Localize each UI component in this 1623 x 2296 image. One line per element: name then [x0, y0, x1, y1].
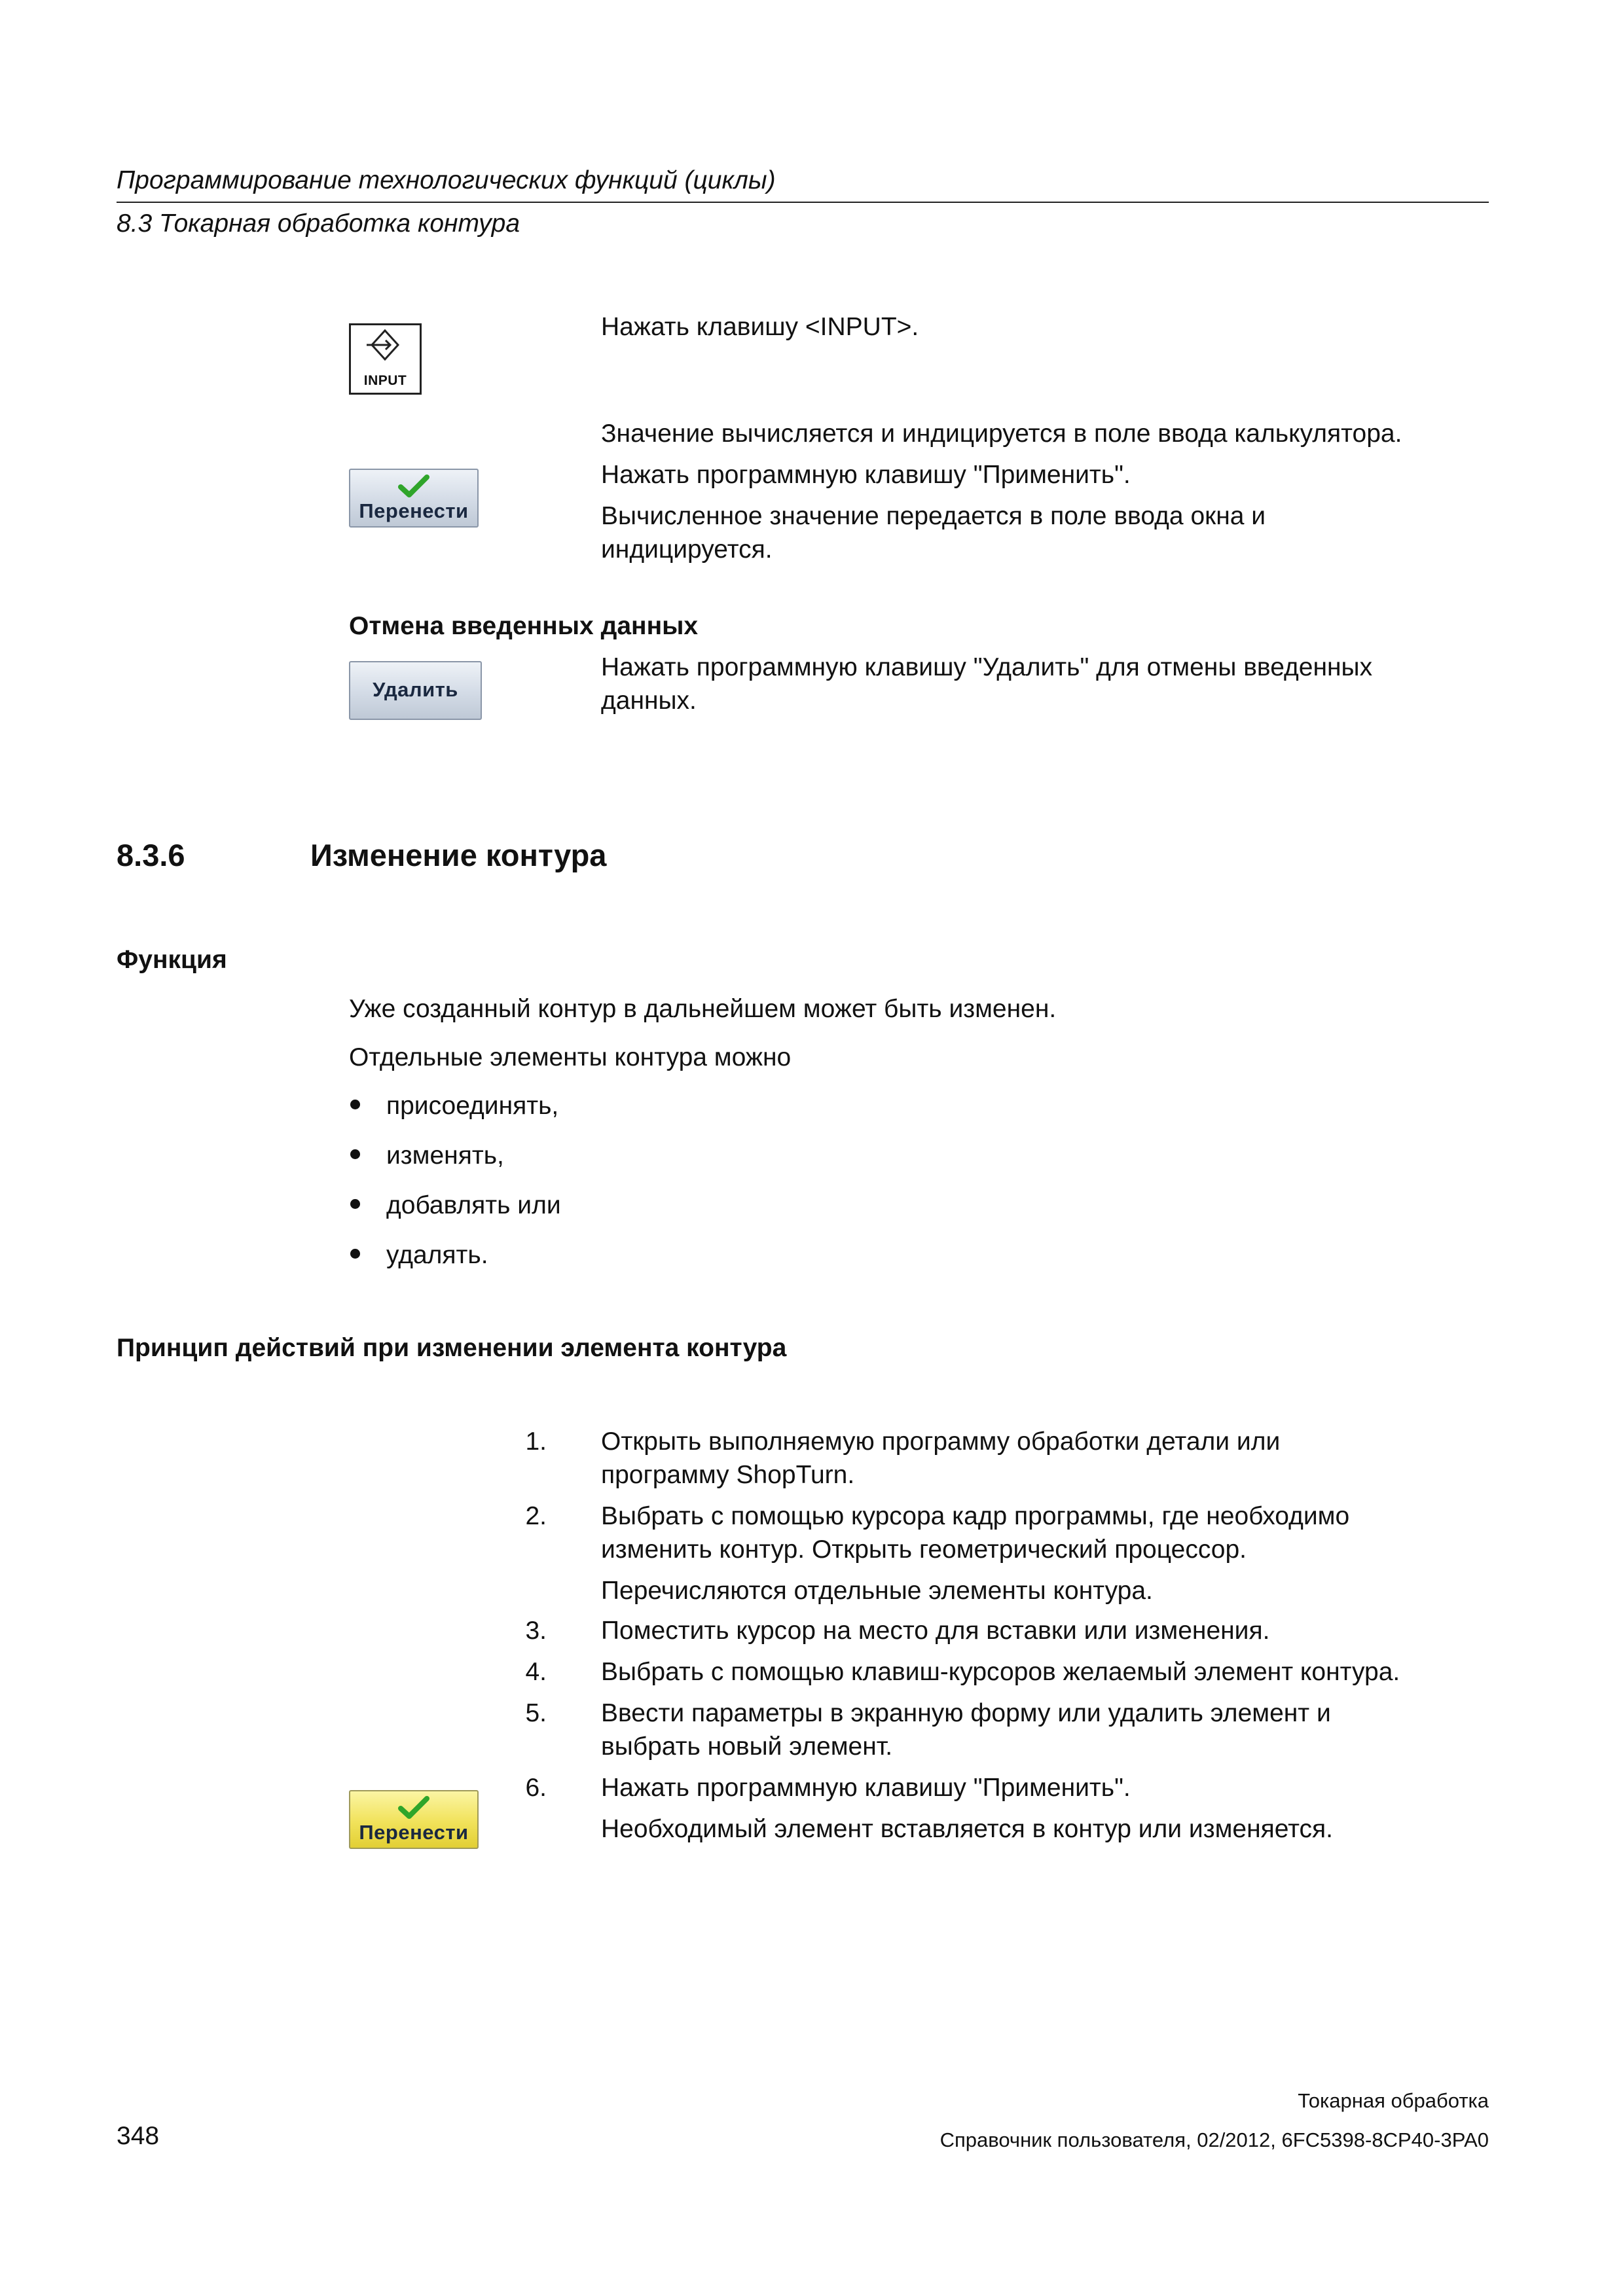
checkmark-icon: [397, 1795, 430, 1820]
function-paragraph: Отдельные элементы контура можно: [349, 1043, 792, 1071]
checkmark-icon: [397, 474, 430, 499]
section-number: 8.3.6: [117, 838, 185, 872]
section-title: Изменение контура: [310, 838, 607, 872]
footer-title: Токарная обработка: [1298, 2089, 1489, 2112]
page-number: 348: [117, 2122, 160, 2150]
apply-step-line: индицируется.: [601, 535, 773, 564]
step-line: программу ShopTurn.: [601, 1461, 855, 1489]
apply-step-line: Вычисленное значение передается в поле ввода окна и: [601, 502, 1266, 530]
apply-softkey-label: Перенести: [359, 499, 469, 522]
bullet-item: присоединять,: [386, 1092, 559, 1120]
delete-softkey[interactable]: [349, 661, 482, 720]
input-key[interactable]: [349, 323, 422, 395]
step-number: 6.: [525, 1774, 547, 1802]
cancel-line: Нажать программную клавишу "Удалить" для отмены введенных: [601, 653, 1373, 681]
bullet-item: изменять,: [386, 1141, 504, 1170]
bullet: [350, 1149, 360, 1159]
step-line: Ввести параметры в экранную форму или удалить элемент и: [601, 1699, 1331, 1727]
delete-softkey-label: Удалить: [373, 678, 458, 701]
step-number: 3.: [525, 1617, 547, 1645]
step-note: Перечисляются отдельные элементы контура.: [601, 1577, 1153, 1605]
step-number: 2.: [525, 1502, 547, 1530]
step-text: [601, 1425, 1280, 1492]
step-line: Выбрать с помощью курсора кадр программы, где необходимо: [601, 1502, 1350, 1530]
step-line: Открыть выполняемую программу обработки детали или: [601, 1427, 1281, 1456]
apply-softkey-label: Перенести: [359, 1821, 469, 1844]
input-step-text: Нажать клавишу <INPUT>.: [601, 313, 919, 341]
function-heading: Функция: [117, 946, 227, 974]
step-number: 5.: [525, 1699, 547, 1727]
bullet: [350, 1100, 360, 1109]
cancel-heading: Отмена введенных данных: [349, 612, 699, 640]
input-key-label: INPUT: [363, 373, 407, 388]
header-rule: [117, 202, 1489, 203]
step-line: Поместить курсор на место для вставки или изменения.: [601, 1617, 1270, 1645]
apply-softkey-active[interactable]: [349, 1790, 479, 1849]
cancel-text: [601, 651, 1485, 717]
running-header-chapter: Программирование технологических функций (циклы): [117, 166, 776, 194]
bullet: [350, 1199, 360, 1209]
step-note: Необходимый элемент вставляется в контур или изменяется.: [601, 1815, 1334, 1843]
step-line: выбрать новый элемент.: [601, 1732, 893, 1761]
apply-step-line: Значение вычисляется и индицируется в поле ввода калькулятора.: [601, 420, 1402, 448]
cancel-line: данных.: [601, 687, 697, 715]
input-arrow-icon: [351, 325, 420, 371]
step-line: Нажать программную клавишу "Применить".: [601, 1774, 1131, 1802]
function-paragraph: Уже созданный контур в дальнейшем может быть изменен.: [349, 995, 1057, 1023]
bullet: [350, 1249, 360, 1259]
step-number: 1.: [525, 1427, 547, 1456]
step-number: 4.: [525, 1658, 547, 1686]
apply-step-line: Нажать программную клавишу "Применить".: [601, 461, 1131, 489]
bullet-item: добавлять или: [386, 1191, 561, 1219]
apply-softkey[interactable]: [349, 469, 479, 528]
procedure-heading: Принцип действий при изменении элемента контура: [117, 1334, 787, 1362]
running-header-section: 8.3 Токарная обработка контура: [117, 209, 520, 238]
step-text: [601, 1771, 1333, 1846]
step-line: изменить контур. Открыть геометрический процессор.: [601, 1535, 1247, 1564]
step-line: Выбрать с помощью клавиш-курсоров желаемый элемент контура.: [601, 1658, 1400, 1686]
footer-doc-info: Справочник пользователя, 02/2012, 6FC5398-8CP40-3PA0: [939, 2128, 1489, 2151]
step-text: [601, 1696, 1331, 1763]
apply-step-text: [601, 417, 1485, 566]
step-text: [601, 1499, 1349, 1607]
bullet-item: удалять.: [386, 1241, 488, 1269]
